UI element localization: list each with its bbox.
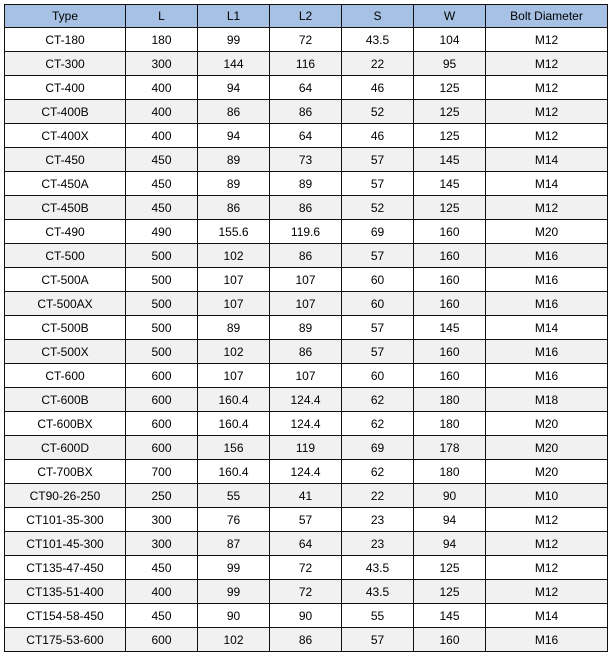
cell-bolt-diameter: M12 [486, 508, 608, 532]
cell-bolt-diameter: M14 [486, 172, 608, 196]
spec-table [4, 4, 608, 652]
cell-w: 160 [414, 340, 486, 364]
cell-s: 57 [342, 628, 414, 652]
cell-l1: 86 [198, 196, 270, 220]
cell-l2: 124.4 [270, 412, 342, 436]
cell-s: 57 [342, 316, 414, 340]
cell-type: CT-400 [5, 76, 126, 100]
cell-l1: 99 [198, 556, 270, 580]
header-l: L [126, 5, 198, 28]
cell-type: CT-450B [5, 196, 126, 220]
cell-bolt-diameter: M20 [486, 460, 608, 484]
cell-type: CT-500AX [5, 292, 126, 316]
cell-w: 145 [414, 148, 486, 172]
cell-l: 500 [126, 244, 198, 268]
cell-type: CT-500A [5, 268, 126, 292]
cell-s: 46 [342, 124, 414, 148]
cell-l2: 41 [270, 484, 342, 508]
cell-l1: 94 [198, 76, 270, 100]
cell-l: 450 [126, 556, 198, 580]
cell-bolt-diameter: M20 [486, 436, 608, 460]
cell-l: 180 [126, 28, 198, 52]
header-l1: L1 [198, 5, 270, 28]
cell-l2: 72 [270, 556, 342, 580]
cell-l2: 119.6 [270, 220, 342, 244]
cell-l2: 86 [270, 628, 342, 652]
cell-l: 400 [126, 124, 198, 148]
cell-w: 95 [414, 52, 486, 76]
cell-bolt-diameter: M12 [486, 76, 608, 100]
table-row [5, 52, 608, 76]
header-w: W [414, 5, 486, 28]
cell-s: 57 [342, 172, 414, 196]
cell-type: CT-500B [5, 316, 126, 340]
cell-l1: 102 [198, 628, 270, 652]
table-row [5, 460, 608, 484]
cell-l2: 72 [270, 28, 342, 52]
cell-l: 300 [126, 532, 198, 556]
cell-s: 43.5 [342, 28, 414, 52]
cell-l1: 55 [198, 484, 270, 508]
cell-bolt-diameter: M14 [486, 316, 608, 340]
table-row [5, 196, 608, 220]
table-row [5, 364, 608, 388]
table-row [5, 76, 608, 100]
cell-type: CT-400X [5, 124, 126, 148]
cell-l2: 86 [270, 340, 342, 364]
header-s: S [342, 5, 414, 28]
cell-l1: 144 [198, 52, 270, 76]
cell-w: 125 [414, 124, 486, 148]
cell-l: 700 [126, 460, 198, 484]
cell-w: 104 [414, 28, 486, 52]
cell-l2: 116 [270, 52, 342, 76]
cell-bolt-diameter: M14 [486, 604, 608, 628]
cell-l: 500 [126, 268, 198, 292]
cell-type: CT-180 [5, 28, 126, 52]
cell-l: 490 [126, 220, 198, 244]
cell-l1: 87 [198, 532, 270, 556]
cell-l: 450 [126, 196, 198, 220]
cell-bolt-diameter: M20 [486, 412, 608, 436]
cell-s: 23 [342, 532, 414, 556]
cell-w: 160 [414, 292, 486, 316]
cell-w: 125 [414, 76, 486, 100]
cell-s: 55 [342, 604, 414, 628]
cell-l1: 107 [198, 292, 270, 316]
cell-l: 450 [126, 604, 198, 628]
table-row [5, 28, 608, 52]
cell-l: 500 [126, 316, 198, 340]
cell-type: CT-600BX [5, 412, 126, 436]
table-row [5, 484, 608, 508]
cell-l1: 86 [198, 100, 270, 124]
cell-l2: 64 [270, 124, 342, 148]
cell-w: 125 [414, 580, 486, 604]
cell-l2: 107 [270, 364, 342, 388]
cell-l2: 72 [270, 580, 342, 604]
cell-w: 160 [414, 364, 486, 388]
cell-l: 600 [126, 412, 198, 436]
cell-s: 62 [342, 412, 414, 436]
cell-w: 145 [414, 604, 486, 628]
table-row [5, 604, 608, 628]
cell-l1: 102 [198, 244, 270, 268]
table-row [5, 148, 608, 172]
cell-w: 160 [414, 628, 486, 652]
cell-type: CT154-58-450 [5, 604, 126, 628]
cell-bolt-diameter: M16 [486, 244, 608, 268]
cell-type: CT-450 [5, 148, 126, 172]
cell-bolt-diameter: M12 [486, 100, 608, 124]
cell-l1: 160.4 [198, 412, 270, 436]
cell-l: 600 [126, 364, 198, 388]
cell-s: 69 [342, 436, 414, 460]
cell-s: 22 [342, 52, 414, 76]
cell-l2: 86 [270, 100, 342, 124]
cell-l1: 89 [198, 172, 270, 196]
table-row [5, 532, 608, 556]
cell-l1: 89 [198, 148, 270, 172]
table-row [5, 508, 608, 532]
cell-s: 43.5 [342, 556, 414, 580]
cell-l1: 89 [198, 316, 270, 340]
cell-s: 60 [342, 364, 414, 388]
cell-w: 94 [414, 532, 486, 556]
cell-w: 90 [414, 484, 486, 508]
cell-w: 160 [414, 268, 486, 292]
cell-l: 600 [126, 436, 198, 460]
cell-bolt-diameter: M12 [486, 52, 608, 76]
cell-l2: 73 [270, 148, 342, 172]
cell-l: 600 [126, 388, 198, 412]
cell-l: 450 [126, 172, 198, 196]
table-row [5, 316, 608, 340]
cell-l2: 64 [270, 76, 342, 100]
table-row [5, 412, 608, 436]
cell-l1: 156 [198, 436, 270, 460]
cell-l2: 124.4 [270, 388, 342, 412]
table-row [5, 292, 608, 316]
cell-type: CT-450A [5, 172, 126, 196]
cell-s: 52 [342, 196, 414, 220]
cell-w: 125 [414, 100, 486, 124]
cell-type: CT135-51-400 [5, 580, 126, 604]
cell-s: 62 [342, 388, 414, 412]
cell-s: 52 [342, 100, 414, 124]
cell-type: CT90-26-250 [5, 484, 126, 508]
cell-type: CT-700BX [5, 460, 126, 484]
cell-type: CT175-53-600 [5, 628, 126, 652]
table-row [5, 172, 608, 196]
cell-l: 400 [126, 100, 198, 124]
cell-bolt-diameter: M16 [486, 292, 608, 316]
cell-bolt-diameter: M12 [486, 196, 608, 220]
cell-s: 43.5 [342, 580, 414, 604]
cell-l2: 86 [270, 244, 342, 268]
cell-w: 180 [414, 388, 486, 412]
cell-bolt-diameter: M12 [486, 580, 608, 604]
cell-s: 46 [342, 76, 414, 100]
cell-l: 600 [126, 628, 198, 652]
table-body [5, 28, 608, 652]
table-row [5, 628, 608, 652]
cell-l: 500 [126, 340, 198, 364]
cell-l: 400 [126, 580, 198, 604]
cell-l2: 124.4 [270, 460, 342, 484]
cell-bolt-diameter: M12 [486, 28, 608, 52]
cell-type: CT-490 [5, 220, 126, 244]
cell-bolt-diameter: M14 [486, 148, 608, 172]
header-row [5, 5, 608, 28]
cell-l1: 107 [198, 364, 270, 388]
cell-w: 160 [414, 244, 486, 268]
cell-bolt-diameter: M12 [486, 556, 608, 580]
cell-l: 500 [126, 292, 198, 316]
cell-type: CT101-45-300 [5, 532, 126, 556]
cell-s: 60 [342, 292, 414, 316]
cell-type: CT-300 [5, 52, 126, 76]
cell-l2: 107 [270, 268, 342, 292]
table-row [5, 388, 608, 412]
header-type: Type [5, 5, 126, 28]
cell-l: 300 [126, 508, 198, 532]
cell-type: CT-600B [5, 388, 126, 412]
cell-l: 300 [126, 52, 198, 76]
cell-l1: 94 [198, 124, 270, 148]
cell-w: 145 [414, 316, 486, 340]
cell-type: CT-600 [5, 364, 126, 388]
cell-l2: 119 [270, 436, 342, 460]
cell-s: 60 [342, 268, 414, 292]
cell-bolt-diameter: M20 [486, 220, 608, 244]
table-row [5, 436, 608, 460]
table-row [5, 244, 608, 268]
table-row [5, 100, 608, 124]
cell-l2: 89 [270, 316, 342, 340]
cell-type: CT101-35-300 [5, 508, 126, 532]
cell-type: CT-500X [5, 340, 126, 364]
cell-s: 57 [342, 148, 414, 172]
cell-l2: 86 [270, 196, 342, 220]
cell-l2: 57 [270, 508, 342, 532]
header-l2: L2 [270, 5, 342, 28]
cell-s: 57 [342, 340, 414, 364]
cell-bolt-diameter: M12 [486, 124, 608, 148]
cell-w: 125 [414, 196, 486, 220]
cell-bolt-diameter: M10 [486, 484, 608, 508]
cell-l2: 107 [270, 292, 342, 316]
table-row [5, 268, 608, 292]
table-row [5, 124, 608, 148]
cell-type: CT-600D [5, 436, 126, 460]
cell-type: CT-500 [5, 244, 126, 268]
cell-bolt-diameter: M16 [486, 340, 608, 364]
cell-l: 250 [126, 484, 198, 508]
cell-w: 180 [414, 412, 486, 436]
cell-l1: 99 [198, 580, 270, 604]
cell-l1: 99 [198, 28, 270, 52]
cell-s: 57 [342, 244, 414, 268]
table-row [5, 580, 608, 604]
cell-l1: 155.6 [198, 220, 270, 244]
cell-w: 160 [414, 220, 486, 244]
cell-bolt-diameter: M16 [486, 268, 608, 292]
cell-l: 450 [126, 148, 198, 172]
cell-bolt-diameter: M12 [486, 532, 608, 556]
table-row [5, 556, 608, 580]
cell-l: 400 [126, 76, 198, 100]
cell-type: CT-400B [5, 100, 126, 124]
table-row [5, 340, 608, 364]
cell-bolt-diameter: M18 [486, 388, 608, 412]
cell-s: 62 [342, 460, 414, 484]
cell-w: 125 [414, 556, 486, 580]
cell-l2: 89 [270, 172, 342, 196]
cell-l1: 160.4 [198, 388, 270, 412]
header-bolt-diameter: Bolt Diameter [486, 5, 608, 28]
cell-w: 180 [414, 460, 486, 484]
cell-bolt-diameter: M16 [486, 364, 608, 388]
cell-bolt-diameter: M16 [486, 628, 608, 652]
cell-l1: 160.4 [198, 460, 270, 484]
cell-l1: 107 [198, 268, 270, 292]
cell-s: 23 [342, 508, 414, 532]
cell-l1: 76 [198, 508, 270, 532]
cell-w: 145 [414, 172, 486, 196]
cell-w: 94 [414, 508, 486, 532]
table-row [5, 220, 608, 244]
cell-w: 178 [414, 436, 486, 460]
cell-type: CT135-47-450 [5, 556, 126, 580]
cell-l2: 90 [270, 604, 342, 628]
cell-s: 69 [342, 220, 414, 244]
cell-l1: 102 [198, 340, 270, 364]
cell-s: 22 [342, 484, 414, 508]
cell-l1: 90 [198, 604, 270, 628]
cell-l2: 64 [270, 532, 342, 556]
